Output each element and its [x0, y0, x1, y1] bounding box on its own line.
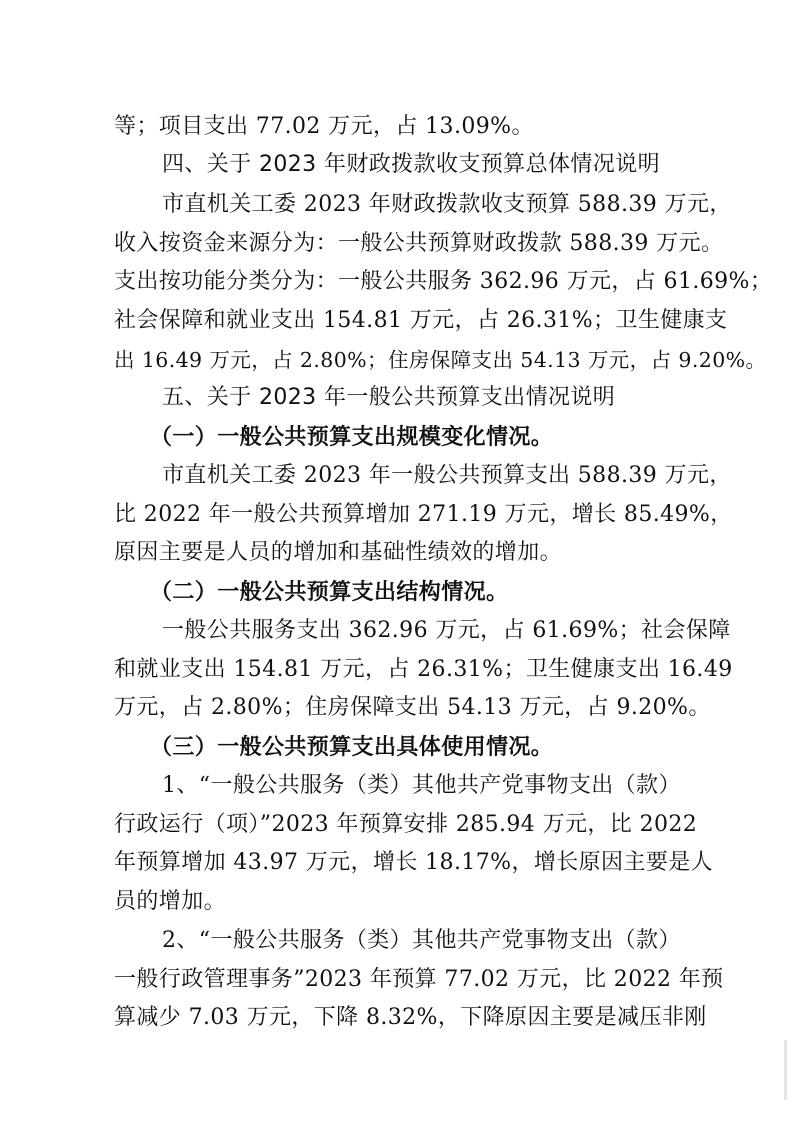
text-line: [0, 843, 793, 883]
text-line: [0, 998, 793, 1038]
section-heading: [0, 378, 793, 418]
line-text: 和就业支出 154.81 万元，占 26.31%；卫生健康支出 16.49: [114, 657, 733, 682]
line-text: 等；项目支出 77.02 万元，占 13.09%。: [114, 114, 534, 139]
scan-edge-mark: [784, 1040, 787, 1100]
line-text: 2、“一般公共服务（类）其他共产党事物支出（款）: [162, 928, 681, 953]
text-line: [0, 921, 793, 961]
heading-text: 四、关于 2023 年财政拨款收支预算总体情况说明: [162, 152, 660, 177]
subsection-heading: [0, 417, 793, 457]
section-heading: [0, 145, 793, 185]
subheading-text: （二）一般公共预算支出结构情况。: [150, 579, 509, 605]
text-line: [0, 340, 793, 380]
text-line: [0, 301, 793, 341]
text-line: [0, 960, 793, 1000]
line-text: 市直机关工委 2023 年一般公共预算支出 588.39 万元，: [162, 463, 732, 488]
line-text: 收入按资金来源分为：一般公共预算财政拨款 588.39 万元。: [114, 231, 724, 256]
text-line: [0, 611, 793, 651]
line-text: 原因主要是人员的增加和基础性绩效的增加。: [114, 540, 563, 565]
text-line: [0, 805, 793, 845]
line-text: 支出按功能分类分为：一般公共服务 362.96 万元，占 61.69%；: [114, 269, 773, 294]
line-text: 比 2022 年一般公共预算增加 271.19 万元，增长 85.49%，: [114, 502, 733, 527]
text-line: [0, 262, 793, 302]
subheading-text: （三）一般公共预算支出具体使用情况。: [150, 734, 554, 760]
line-text: 年预算增加 43.97 万元，增长 18.17%，增长原因主要是人: [114, 850, 714, 875]
text-line: [0, 495, 793, 535]
line-text: 万元，占 2.80%；住房保障支出 54.13 万元，占 9.20%。: [114, 695, 711, 720]
line-text: 算减少 7.03 万元，下降 8.32%，下降原因主要是减压非刚: [114, 1005, 707, 1030]
text-line: [0, 766, 793, 806]
subsection-heading: [0, 727, 793, 767]
text-line: [0, 107, 793, 147]
text-line: [0, 688, 793, 728]
line-text: 行政运行（项）”2023 年预算安排 285.94 万元，比 2022: [114, 812, 698, 837]
line-text: 一般行政管理事务”2023 年预算 77.02 万元，比 2022 年预: [114, 967, 724, 992]
text-line: [0, 185, 793, 225]
heading-text: 五、关于 2023 年一般公共预算支出情况说明: [162, 385, 616, 410]
subheading-text: （一）一般公共预算支出规模变化情况。: [150, 424, 554, 450]
line-text: 员的增加。: [114, 889, 227, 914]
text-line: [0, 224, 793, 264]
text-line: [0, 650, 793, 690]
line-text: 社会保障和就业支出 154.81 万元，占 26.31%；卫生健康支: [114, 308, 728, 333]
text-line: [0, 456, 793, 496]
line-text: 1、“一般公共服务（类）其他共产党事物支出（款）: [162, 773, 681, 798]
line-text: 市直机关工委 2023 年财政拨款收支预算 588.39 万元，: [162, 192, 732, 217]
text-line: [0, 533, 793, 573]
text-line: [0, 882, 793, 922]
line-text: 出 16.49 万元，占 2.80%；住房保障支出 54.13 万元，占 9.20%。: [114, 348, 767, 372]
line-text: 一般公共服务支出 362.96 万元，占 61.69%；社会保障: [162, 618, 731, 643]
subsection-heading: [0, 572, 793, 612]
